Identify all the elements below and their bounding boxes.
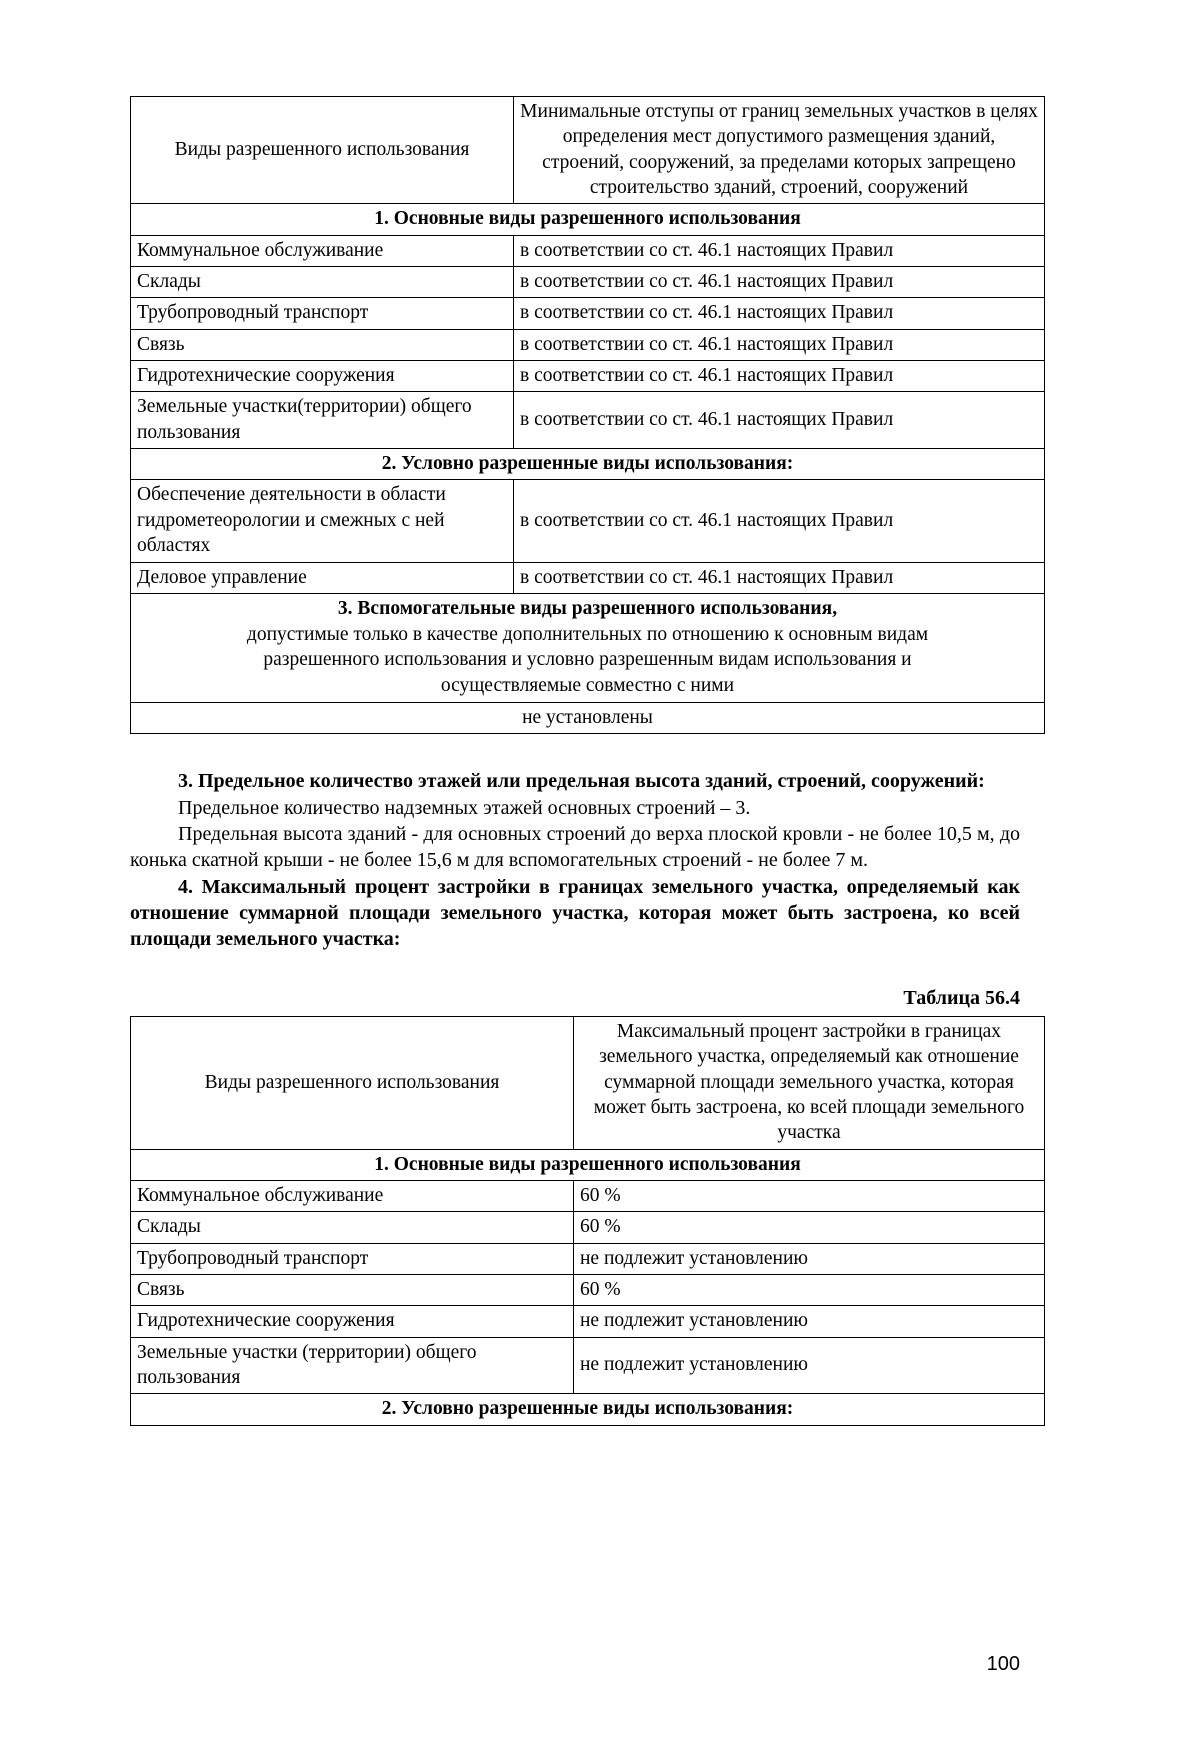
cell-use: Связь [131,329,514,360]
table-row-section-2 [131,449,1045,480]
cell-value: в соответствии со ст. 46.1 настоящих Правил [514,480,1045,562]
cell-use: Трубопроводный транспорт [131,298,514,329]
cell-use: Гидротехнические сооружения [131,1306,574,1337]
cell-value: в соответствии со ст. 46.1 настоящих Правил [514,562,1045,593]
table-row [131,1306,1045,1337]
table-row [131,329,1045,360]
cell-value: 60 % [574,1274,1045,1305]
table-row [131,562,1045,593]
table-row-section-1 [131,1149,1045,1180]
section-title-main-uses: 1. Основные виды разрешенного использования [131,1149,1045,1180]
paragraph-max-height: Предельная высота зданий - для основных строений до верха плоской кровли - не более 10,5 м, до конька скатной крыши - не более 15,6 м для вспомогательных строений - не более 7 м. [130,822,1020,872]
cell-use: Деловое управление [131,562,514,593]
cell-value: в соответствии со ст. 46.1 настоящих Правил [514,361,1045,392]
table-row [131,392,1045,449]
section-3-line-3: осуществляемые совместно с ними [440,675,735,697]
cell-value: 60 % [574,1180,1045,1211]
cell-value: не подлежит установлению [574,1243,1045,1274]
cell-value: не подлежит установлению [574,1306,1045,1337]
paragraph-max-floors: Предельное количество надземных этажей основных строений – 3. [178,796,751,819]
cell-use: Гидротехнические сооружения [131,361,514,392]
table-row [131,480,1045,562]
table-row-not-established [131,702,1045,733]
cell-use: Обеспечение деятельности в области гидрометеорологии и смежных с ней областях [131,480,514,562]
cell-value: в соответствии со ст. 46.1 настоящих Правил [514,392,1045,449]
table-row [131,267,1045,298]
table-row-header [131,1016,1045,1149]
section-3-line-2: разрешенного использования и условно разрешенным видам использования и [263,649,912,671]
cell-use: Трубопроводный транспорт [131,1243,574,1274]
cell-use: Склады [131,267,514,298]
table-setbacks [130,96,1045,734]
table-row [131,1274,1045,1305]
table-row-section-3 [131,593,1045,702]
header-cell-max-percentage: Максимальный процент застройки в границах земельного участка, определяемый как отношение суммарной площади земельного участка, которая может быть застроена, ко всей площади земельного участка [574,1016,1045,1149]
cell-use: Коммунальное обслуживание [131,1180,574,1211]
table-row-section-1 [131,204,1045,235]
cell-value: в соответствии со ст. 46.1 настоящих Правил [514,267,1045,298]
spacer [130,953,1020,987]
table-building-percentage [130,1016,1045,1426]
cell-use: Земельные участки (территории) общего пользования [131,1337,574,1394]
cell-use: Коммунальное обслуживание [131,235,514,266]
table-building-percentage-body [131,1016,1045,1425]
cell-use: Склады [131,1212,574,1243]
section-3-line-1: допустимые только в качестве дополнительных по отношению к основным видам [246,623,929,645]
table-row [131,1337,1045,1394]
cell-value: 60 % [574,1212,1045,1243]
cell-value: в соответствии со ст. 46.1 настоящих Правил [514,329,1045,360]
header-cell-setbacks: Минимальные отступы от границ земельных участков в целях определения мест допустимого размещения зданий, строений, сооружений, за пределами которых запрещено строительство зданий, строений, сооружений [514,97,1045,204]
spacer [130,734,1020,768]
cell-value: не подлежит установлению [574,1337,1045,1394]
cell-value: в соответствии со ст. 46.1 настоящих Правил [514,235,1045,266]
table-label-56-4: Таблица 56.4 [903,986,1020,1009]
section-title-conditional-uses: 2. Условно разрешенные виды использования: [131,449,1045,480]
cell-use: Связь [131,1274,574,1305]
table-row [131,298,1045,329]
table-row [131,1243,1045,1274]
cell-not-established: не установлены [131,702,1045,733]
header-cell-use-types: Виды разрешенного использования [131,97,514,204]
page-number: 100 [986,1653,1020,1675]
header-cell-use-types: Виды разрешенного использования [131,1016,574,1149]
table-row-section-2 [131,1394,1045,1425]
table-row-header [131,97,1045,204]
table-setbacks-body [131,97,1045,734]
cell-use: Земельные участки(территории) общего пользования [131,392,514,449]
section-3-title: 3. Вспомогательные виды разрешенного использования, [337,597,838,619]
table-row [131,235,1045,266]
cell-value: в соответствии со ст. 46.1 настоящих Правил [514,298,1045,329]
section-title-auxiliary-uses [131,593,1045,702]
heading-section-4: 4. Максимальный процент застройки в границах земельного участка, определяемый как отношение суммарной площади земельного участка, которая может быть застроена, ко всей площади земельного участка: [130,875,1020,951]
section-title-conditional-uses: 2. Условно разрешенные виды использования: [131,1394,1045,1425]
table-row [131,1180,1045,1211]
table-row [131,361,1045,392]
table-row [131,1212,1045,1243]
heading-section-3: 3. Предельное количество этажей или предельная высота зданий, строений, сооружений: [178,770,985,793]
section-title-main-uses: 1. Основные виды разрешенного использования [131,204,1045,235]
